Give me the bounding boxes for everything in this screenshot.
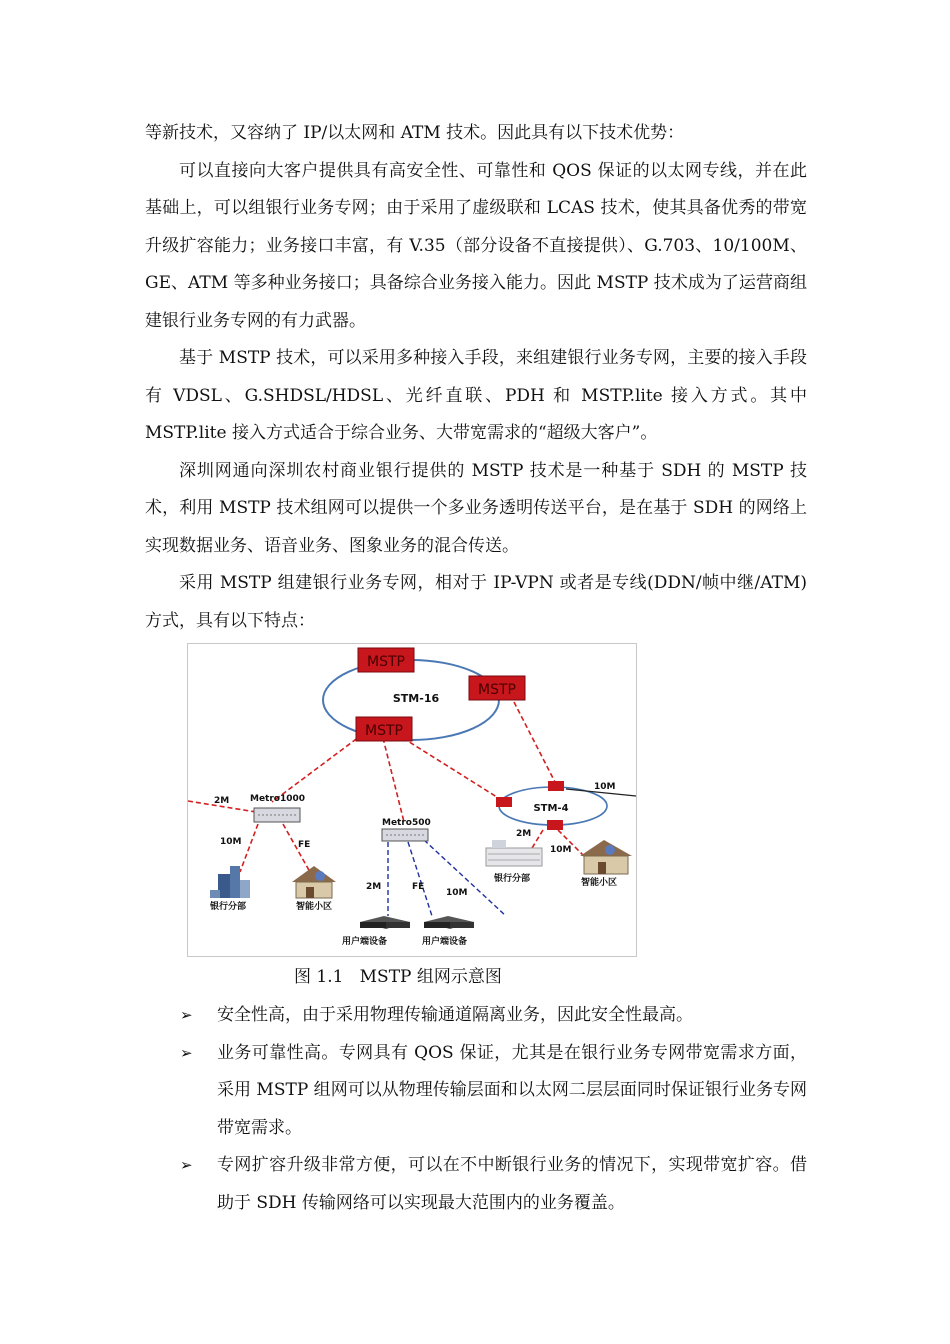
link-mstp-metro500 bbox=[383, 738, 404, 822]
network-diagram-svg bbox=[188, 644, 636, 956]
label-10m-right: 10M bbox=[594, 782, 616, 792]
body-text bbox=[145, 115, 807, 640]
feature-bullet-list bbox=[180, 997, 807, 1222]
label-fe-mid: FE bbox=[412, 882, 425, 892]
house-left-icon bbox=[292, 866, 336, 898]
arrow-bullet-icon: ➢ bbox=[180, 1156, 193, 1174]
bank-building-right-icon bbox=[486, 840, 542, 866]
svg-text:Metro500: Metro500 bbox=[382, 818, 431, 828]
user-device-2-label: 用户端设备 bbox=[422, 937, 468, 947]
user-device-1-label: 用户端设备 bbox=[342, 937, 388, 947]
metro500-device bbox=[382, 818, 431, 841]
stm4-node-left bbox=[496, 797, 512, 807]
bullet-text: 专网扩容升级非常方便，可以在不中断银行业务的情况下，实现带宽扩容。借助于 SDH 传输网络可以实现最大范围内的业务覆盖。 bbox=[217, 1155, 807, 1213]
user-device-1-icon bbox=[360, 916, 410, 929]
figure-caption: 图 1.1 MSTP 组网示意图 bbox=[294, 967, 502, 987]
link-mstp-metro1000 bbox=[272, 734, 363, 802]
bank-building-left-icon bbox=[210, 866, 250, 898]
link-mstp-stm4-top bbox=[514, 702, 556, 784]
label-10m-left: 10M bbox=[220, 837, 242, 847]
bank-branch-left-label: 银行分部 bbox=[210, 902, 247, 912]
bullet-item bbox=[180, 1035, 807, 1148]
arrow-bullet-icon: ➢ bbox=[180, 1006, 193, 1024]
mstp-node-top bbox=[358, 648, 414, 672]
user-device-2-icon bbox=[424, 916, 474, 929]
mstp-node-right bbox=[469, 676, 525, 700]
bullet-text: 安全性高，由于采用物理传输通道隔离业务，因此安全性最高。 bbox=[217, 1005, 693, 1025]
stm16-label: STM-16 bbox=[392, 692, 440, 705]
link-fe-mid bbox=[408, 842, 432, 916]
stm4-node-top bbox=[548, 781, 564, 791]
label-10m-mid: 10M bbox=[446, 888, 468, 898]
metro1000-device bbox=[250, 794, 305, 822]
svg-text:MSTP: MSTP bbox=[367, 654, 405, 670]
label-2m-mid: 2M bbox=[366, 882, 382, 892]
bullet-item bbox=[180, 1147, 807, 1222]
label-fe-left: FE bbox=[298, 840, 311, 850]
svg-text:MSTP: MSTP bbox=[478, 682, 516, 698]
stm4-label: STM-4 bbox=[533, 803, 569, 814]
arrow-bullet-icon: ➢ bbox=[180, 1043, 193, 1062]
link-10m-left bbox=[240, 824, 258, 872]
mstp-network-diagram bbox=[187, 643, 637, 957]
house-right-icon bbox=[580, 840, 632, 874]
bank-branch-right-label: 银行分部 bbox=[494, 874, 531, 884]
label-2m-left: 2M bbox=[214, 796, 230, 806]
bullet-item bbox=[180, 997, 807, 1035]
paragraph-1: 等新技术，又容纳了 IP/以太网和 ATM 技术。因此具有以下技术优势： bbox=[145, 123, 685, 143]
stm4-node-bottom bbox=[547, 820, 563, 830]
svg-text:Metro1000: Metro1000 bbox=[250, 794, 306, 804]
smart-area-right-label: 智能小区 bbox=[581, 878, 618, 888]
paragraph-3: 基于 MSTP 技术，可以采用多种接入手段，来组建银行业务专网，主要的接入手段有 VDSL、G.SHDSL/HDSL、光纤直联、PDH 和 MSTP.lite 接入方式。其中 MSTP.lite 接入方式适合于综合业务、大带宽需求的“超级大客户”。 bbox=[145, 348, 807, 443]
label-2m-right: 2M bbox=[516, 829, 532, 839]
mstp-node-bottom bbox=[356, 717, 412, 741]
svg-text:MSTP: MSTP bbox=[365, 723, 403, 739]
link-mstp-stm4-left bbox=[403, 738, 500, 799]
paragraph-5: 采用 MSTP 组建银行业务专网，相对于 IP-VPN 或者是专线(DDN/帧中继/ATM)方式，具有以下特点： bbox=[145, 573, 807, 631]
paragraph-4: 深圳网通向深圳农村商业银行提供的 MSTP 技术是一种基于 SDH 的 MSTP 技术，利用 MSTP 技术组网可以提供一个多业务透明传送平台，是在基于 SDH 的网络上实现数据业务、语音业务、图象业务的混合传送。 bbox=[145, 460, 807, 556]
smart-area-left-label: 智能小区 bbox=[296, 902, 333, 912]
bullet-text: 业务可靠性高。专网具有 QOS 保证，尤其是在银行业务专网带宽需求方面，采用 MSTP 组网可以从物理传输层面和以太网二层层面同时保证银行业务专网带宽需求。 bbox=[217, 1042, 807, 1138]
paragraph-2: 可以直接向大客户提供具有高安全性、可靠性和 QOS 保证的以太网专线，并在此基础上，可以组银行业务专网；由于采用了虚级联和 LCAS 技术，使其具备优秀的带宽升级扩容能力；业务接口丰富，有 V.35（部分设备不直接提供）、G.703、10/100M、GE、ATM 等多种业务接口；具备综合业务接入能力。因此 MSTP 技术成为了运营商组建银行业务专网的有力武器。 bbox=[145, 160, 807, 331]
label-10m-right2: 10M bbox=[550, 845, 572, 855]
